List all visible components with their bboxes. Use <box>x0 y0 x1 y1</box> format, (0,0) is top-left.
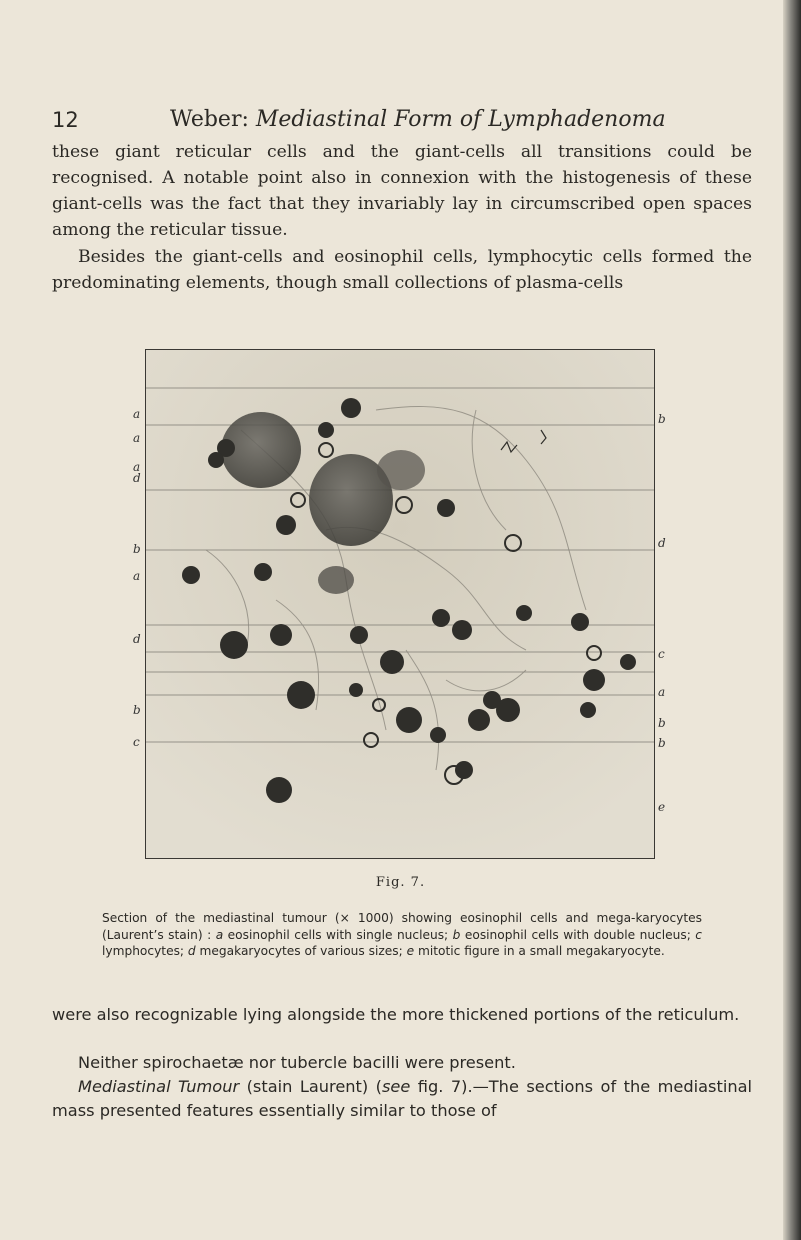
right-label-6: e <box>658 800 666 814</box>
right-label-2: c <box>658 647 665 661</box>
figure-caption: Section of the mediastinal tumour (× 1000) showing eosinophil cells and mega-karyocytes (Laurent’s stain) : a eosinophil cells with single nucleus; b eosinophil cells with double nucleus; c lymphocytes; d megakaryocytes of various sizes; e mitotic figure in a small megakaryocyte. <box>102 911 702 958</box>
paragraph-3: were also recognizable lying alongside the more thickened portions of the reticulum. <box>52 1005 740 1024</box>
page-edge <box>783 0 801 1240</box>
header-title: Mediastinal Form of Lymphadenoma <box>255 107 666 132</box>
micrograph-figure <box>145 349 655 859</box>
running-title <box>170 100 666 140</box>
left-label-1: a <box>133 431 141 445</box>
left-label-6: d <box>133 632 141 646</box>
header-author: Weber: <box>170 107 249 132</box>
right-label-1: d <box>658 536 666 550</box>
left-label-2: a <box>133 460 141 474</box>
running-header <box>52 100 752 140</box>
paragraph-4: Neither spirochaetæ nor tubercle bacilli were present. <box>78 1053 516 1072</box>
paragraph-2: Besides the giant-cells and eosinophil cells, lymphocytic cells formed the predominating elements, though small collections of plasma-cells <box>52 247 752 293</box>
left-label-7: b <box>133 703 141 717</box>
paragraph-1: these giant reticular cells and the giant-cells all transitions could be recognised. A notable point also in connexion with the histogenesis of these giant-cells was the fact that they invariably lay in circumscribed open spaces among the reticular tissue. <box>52 142 752 240</box>
left-label-0: a <box>133 407 141 421</box>
micrograph-illustration <box>146 350 654 858</box>
left-label-5: a <box>133 569 141 583</box>
right-label-3: a <box>658 685 666 699</box>
figure-title: Fig. 7. <box>375 875 426 890</box>
left-label-8: c <box>133 735 140 749</box>
page-number: 12 <box>52 108 79 132</box>
right-label-0: b <box>658 412 666 426</box>
left-label-3: d <box>133 471 141 485</box>
paragraph-5: Mediastinal Tumour (stain Laurent) (see fig. 7).—The sections of the mediastinal mass presented features essentially similar to those of <box>52 1077 752 1120</box>
right-label-4: b <box>658 716 666 730</box>
right-label-5: b <box>658 736 666 750</box>
left-label-4: b <box>133 542 141 556</box>
